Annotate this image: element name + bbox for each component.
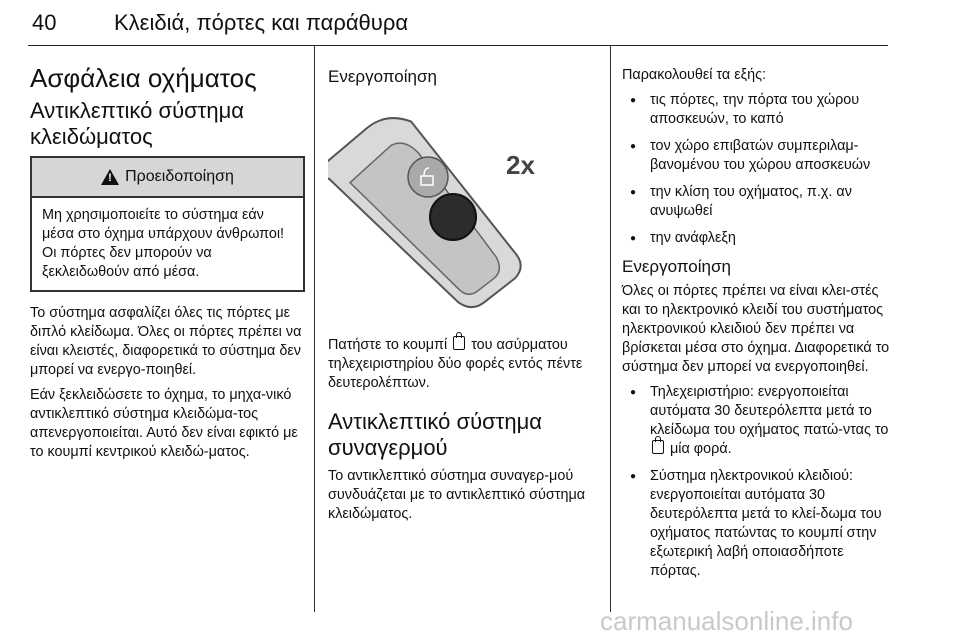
warning-title: Προειδοποίηση bbox=[125, 168, 234, 185]
heading-activation: Ενεργοποίηση bbox=[328, 67, 437, 86]
list-item bbox=[622, 383, 890, 459]
press-twice-label: 2x bbox=[506, 150, 535, 180]
list-item: ● την ανάφλεξη bbox=[622, 229, 890, 248]
warning-header bbox=[32, 158, 303, 198]
lock-icon bbox=[652, 440, 664, 454]
paragraph: Το σύστημα ασφαλίζει όλες τις πόρτες με διπλό κλείδωμα. Όλες οι πόρτες πρέπει να είναι κλειστές, διαφορετικά το σύστημα δεν μπορεί να ενεργο-ποιηθεί. bbox=[30, 305, 302, 378]
paragraph: Παρακολουθεί τα εξής: bbox=[622, 67, 767, 83]
warning-body: Μη χρησιμοποιείτε το σύστημα εάν μέσα στο όχημα υπάρχουν άνθρωποι! Οι πόρτες δεν μπορούν να ξεκλειδωθούν από μέσα. bbox=[42, 207, 285, 280]
unlock-button-icon bbox=[408, 157, 448, 197]
list-item-part: μία φορά. bbox=[670, 441, 732, 457]
paragraph-part: Πατήστε το κουμπί bbox=[328, 337, 448, 353]
page-number: 40 bbox=[32, 10, 57, 35]
activation-list bbox=[622, 383, 890, 581]
column-divider-2 bbox=[610, 46, 611, 612]
paragraph: Εάν ξεκλειδώσετε το όχημα, το μηχα-νικό αντικλεπτικό σύστημα κλειδώμα-τος απενεργοποιείται. Αυτό δεν είναι εφικτό με το κουμπί κεντρικού κλειδώ-ματος. bbox=[30, 387, 298, 460]
subsection-title-alarm: Αντικλεπτικό σύστημα συναγερμού bbox=[328, 409, 543, 460]
lock-button-icon bbox=[430, 194, 476, 240]
list-item: ● Σύστημα ηλεκτρονικού κλειδιού: ενεργοποιείται αυτόματα 30 δευτερόλεπτα μετά το κλεί-δωμα του οχήματος πατώντας το κουμπί στην εξωτερική λαβή οποιασδήποτε πόρτας. bbox=[622, 467, 890, 581]
key-fob-illustration bbox=[328, 102, 598, 326]
paragraph: Το αντικλεπτικό σύστημα συναγερ-μού συνδυάζεται με το αντικλεπτικό σύστημα κλειδώματος. bbox=[328, 468, 586, 522]
lock-icon bbox=[453, 336, 465, 350]
list-item: ● τον χώρο επιβατών συμπεριλαμ-βανομένου του χώρου αποσκευών bbox=[622, 137, 890, 175]
page-header bbox=[28, 6, 888, 44]
list-item-part: Τηλεχειριστήριο: ενεργοποιείται αυτόματα 30 δευτερόλεπτα μετά το κλείδωμα του οχήματος πατώ-ντας το bbox=[650, 384, 889, 438]
column-2 bbox=[328, 52, 604, 530]
heading-activation: Ενεργοποίηση bbox=[622, 257, 731, 276]
monitored-list bbox=[622, 91, 890, 248]
header-rule bbox=[28, 45, 888, 46]
section-title: Ασφάλεια οχήματος bbox=[30, 63, 257, 93]
subsection-title-anti-theft-locking: Αντικλεπτικό σύστημα κλειδώματος bbox=[30, 98, 245, 149]
warning-box bbox=[30, 156, 305, 292]
column-divider-1 bbox=[314, 46, 315, 612]
warning-triangle-icon: ! bbox=[101, 169, 119, 185]
paragraph bbox=[328, 336, 604, 393]
column-3 bbox=[622, 52, 890, 589]
running-title: Κλειδιά, πόρτες και παράθυρα bbox=[114, 10, 409, 35]
watermark: carmanualsonline.info bbox=[600, 606, 853, 636]
list-item: ● την κλίση του οχήματος, π.χ. αν ανυψωθεί bbox=[622, 183, 890, 221]
paragraph: Όλες οι πόρτες πρέπει να είναι κλει-στές και το ηλεκτρονικό κλειδί του συστήματος ηλεκτρονικού κλειδιού δεν πρέπει να βρίσκεται μέσα στο όχημα. Διαφορετικά το σύστημα δεν μπορεί να ενεργοποιηθεί. bbox=[622, 283, 890, 375]
paragraph-part: του ασύρματου τηλεχειριστηρίου δύο φορές εντός πέντε δευτερολέπτων. bbox=[328, 337, 583, 391]
column-1 bbox=[30, 52, 305, 468]
list-item: ● τις πόρτες, την πόρτα του χώρου αποσκευών, το καπό bbox=[622, 91, 890, 129]
